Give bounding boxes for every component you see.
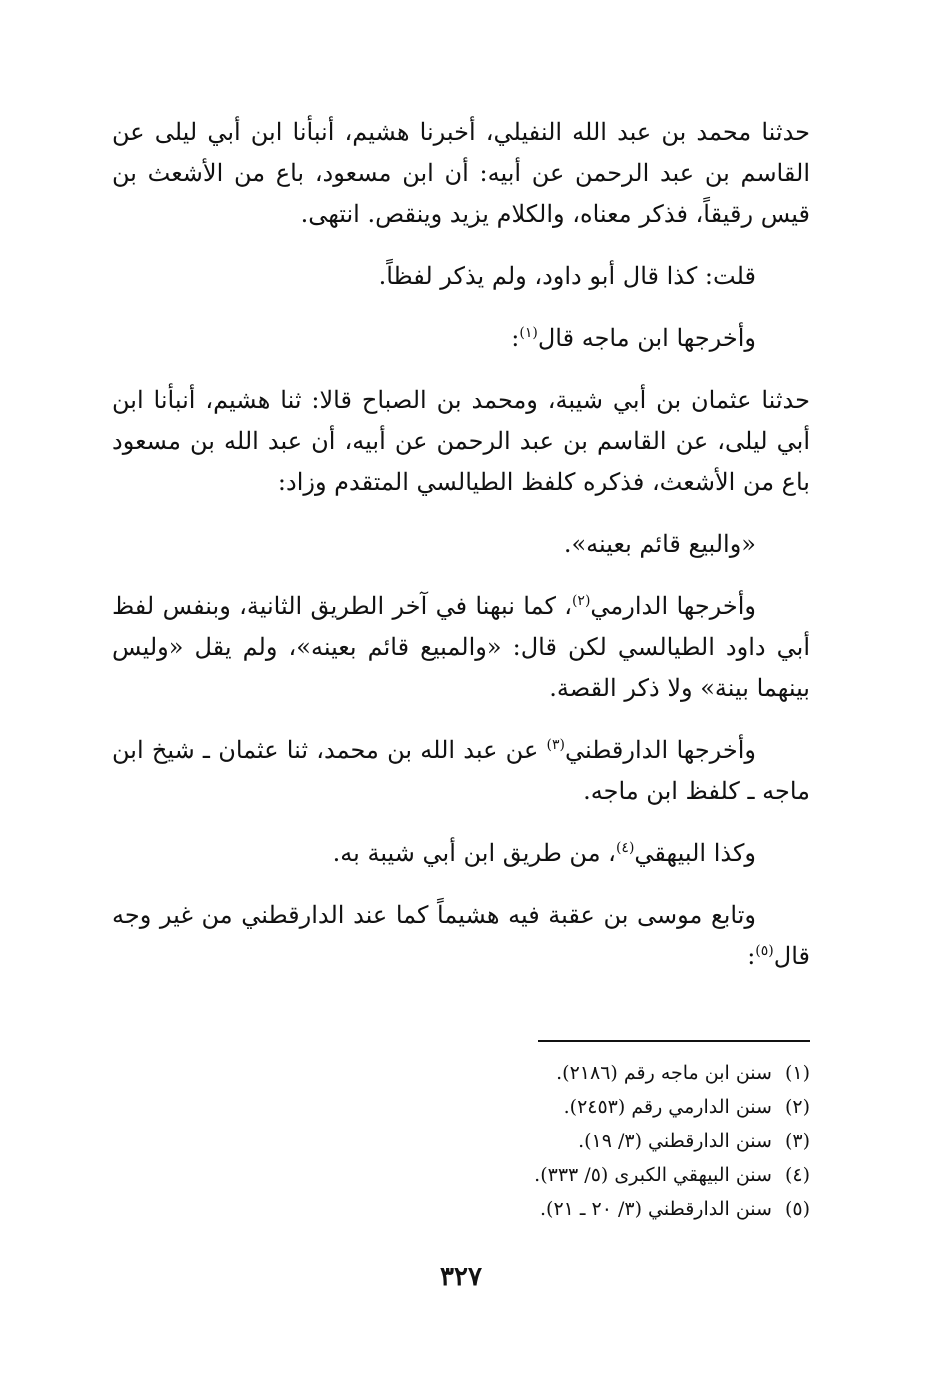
footnote-ref-1[interactable]: (١) [519,325,538,341]
paragraph-6: وأخرجها الدارمي$^{(٢)}$، كما نبهنا في آخر الطريق الثانية، وبنفس لفظ أبي داود الطيالسي لكن قال: «والمبيع قائم بعينه»، ولم يقل «وليس بينهما بينة» ولا ذكر القصة. [112,592,810,702]
footnote-item [112,1192,810,1226]
footnote-number: (٤) [784,1164,810,1186]
footnote-ref-2[interactable]: (٢) [571,593,591,609]
paragraph-8: وكذا البيهقي$^{(٤)}$، من طريق ابن أبي شيبة به. [332,839,756,867]
footnote-item [112,1124,810,1158]
footnote-number: (٥) [784,1198,810,1220]
paragraph-7: وأخرجها الدارقطني$^{(٣)}$ عن عبد الله بن محمد، ثنا عثمان ـ شيخ ابن ماجه ـ كلفظ ابن ماجه. [112,736,810,805]
footnote-ref-3[interactable]: (٣) [546,737,565,753]
page-number: ٣٢٧ [440,1262,482,1292]
paragraph-9: وتابع موسى بن عقبة فيه هشيماً كما عند الدارقطني من غير وجه قال$^{(٥)}$: [112,901,810,970]
footnote-item [112,1056,810,1090]
footnote-text: سنن الدارمي رقم (٢٤٥٣). [563,1096,772,1118]
footnote-number: (٣) [784,1130,810,1152]
book-page [112,112,810,1312]
paragraph-1: حدثنا محمد بن عبد الله النفيلي، أخبرنا هشيم، أنبأنا ابن أبي ليلى عن القاسم بن عبد الرحمن عن أبيه: أن ابن مسعود، باع من الأشعث بن قيس رقيقاً، فذكر معناه، والكلام يزيد وينقص. انتهى. [112,118,810,228]
footnote-number: (٢) [784,1096,810,1118]
paragraph-5: «والبيع قائم بعينه». [563,530,756,558]
footnote-ref-5[interactable]: (٥) [755,943,774,959]
paragraph-3: وأخرجها ابن ماجه قال$^{(١)}$: [511,324,756,352]
footnote-number: (١) [784,1062,810,1084]
footnote-text: سنن البيهقي الكبرى (٥/ ٣٣٣). [534,1164,772,1186]
footnote-item [112,1158,810,1192]
footnote-separator [538,1040,810,1042]
paragraph-4: حدثنا عثمان بن أبي شيبة، ومحمد بن الصباح قالا: ثنا هشيم، أنبأنا ابن أبي ليلى، عن القاسم بن عبد الرحمن عن أبيه، أن عبد الله بن مسعود باع من الأشعث، فذكره كلفظ الطيالسي المتقدم وزاد: [112,386,810,496]
footnote-ref-4[interactable]: (٤) [615,840,635,856]
footnote-text: سنن ابن ماجه رقم (٢١٨٦). [556,1062,772,1084]
footnote-text: سنن الدارقطني (٣/ ١٩). [578,1130,772,1152]
main-text [112,112,810,977]
footnote-text: سنن الدارقطني (٣/ ٢٠ ـ ٢١). [539,1198,772,1220]
footnote-item [112,1090,810,1124]
footnotes-list [112,1056,810,1226]
paragraph-2: قلت: كذا قال أبو داود، ولم يذكر لفظاً. [378,262,756,290]
